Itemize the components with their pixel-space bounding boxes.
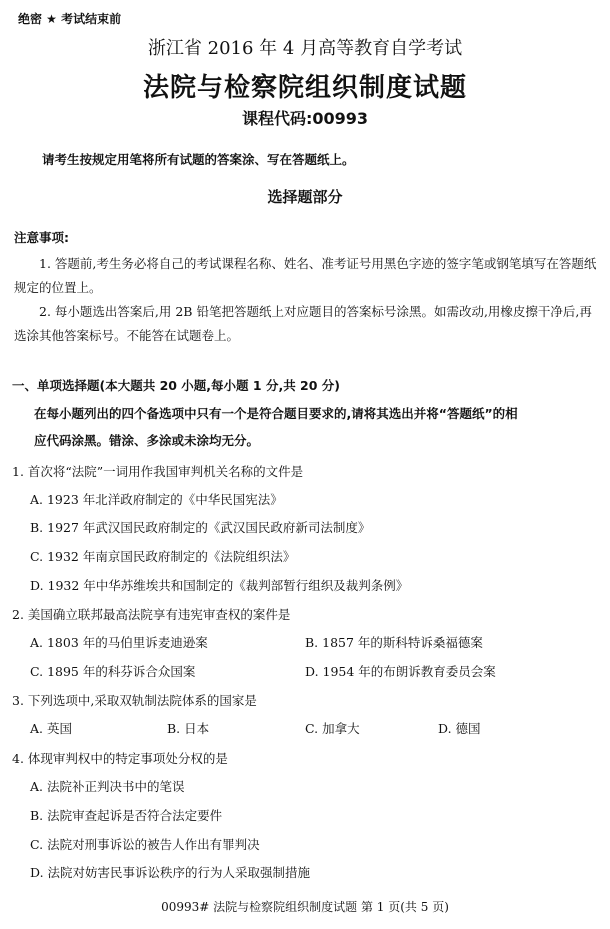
question-3-option-c: C. 加拿大 [305, 721, 360, 736]
question-4-option-d: D. 法院对妨害民事诉讼秩序的行为人采取强制措施 [30, 865, 311, 880]
part1-desc-line2: 应代码涂黑。错涂、多涂或未涂均无分。 [34, 433, 260, 448]
notes-heading: 注意事项: [14, 230, 69, 245]
question-1-option-b: B. 1927 年武汉国民政府制定的《武汉国民政府新司法制度》 [30, 520, 371, 535]
question-2-option-a: A. 1803 年的马伯里诉麦迪逊案 [30, 635, 208, 650]
question-2-option-c: C. 1895 年的科芬诉合众国案 [30, 664, 196, 679]
question-4-option-c: C. 法院对刑事诉讼的被告人作出有罪判决 [30, 837, 260, 852]
question-1-option-a: A. 1923 年北洋政府制定的《中华民国宪法》 [30, 492, 283, 507]
question-3-stem: 3. 下列选项中,采取双轨制法院体系的国家是 [12, 693, 257, 708]
exam-title: 浙江省 2016 年 4 月高等教育自学考试 [147, 38, 463, 59]
note-item-1: 1. 答题前,考生务必将自己的考试课程名称、姓名、准考证号用黑色字迹的签字笔或钢笔填写在答题纸规定的位置上。 [14, 256, 597, 295]
question-1-option-c: C. 1932 年南京国民政府制定的《法院组织法》 [30, 549, 296, 564]
confidential-label: 绝密 ★ 考试结束前 [18, 12, 122, 26]
part1-desc-line1: 在每小题列出的四个备选项中只有一个是符合题目要求的,请将其选出并将“答题纸”的相 [34, 406, 518, 421]
question-1-option-d: D. 1932 年中华苏维埃共和国制定的《裁判部暂行组织及裁判条例》 [30, 578, 409, 593]
question-4-option-a: A. 法院补正判决书中的笔误 [30, 779, 185, 794]
question-2-option-d: D. 1954 年的布朗诉教育委员会案 [305, 664, 496, 679]
question-2-option-b: B. 1857 年的斯科特诉桑福德案 [305, 635, 483, 650]
part1-heading: 一、单项选择题(本大题共 20 小题,每小题 1 分,共 20 分) [12, 378, 341, 393]
answer-instruction: 请考生按规定用笔将所有试题的答案涂、写在答题纸上。 [42, 152, 355, 167]
question-3-option-d: D. 德国 [438, 721, 481, 736]
question-4-option-b: B. 法院审查起诉是否符合法定要件 [30, 808, 223, 823]
page-footer: 00993# 法院与检察院组织制度试题 第 1 页(共 5 页) [161, 900, 449, 914]
paper-title: 法院与检察院组织制度试题 [142, 73, 467, 103]
question-3-option-a: A. 英国 [30, 721, 72, 736]
question-1-stem: 1. 首次将“法院”一词用作我国审判机关名称的文件是 [12, 464, 304, 479]
question-4-stem: 4. 体现审判权中的特定事项处分权的是 [12, 751, 228, 766]
note-item-2: 2. 每小题选出答案后,用 2B 铅笔把答题纸上对应题目的答案标号涂黑。如需改动,用橡皮擦干净后,再选涂其他答案标号。不能答在试题卷上。 [14, 304, 592, 343]
question-3-option-b: B. 日本 [167, 721, 210, 736]
question-2-stem: 2. 美国确立联邦最高法院享有违宪审查权的案件是 [12, 607, 291, 622]
course-code: 课程代码:00993 [241, 109, 369, 128]
section-title: 选择题部分 [267, 188, 343, 206]
